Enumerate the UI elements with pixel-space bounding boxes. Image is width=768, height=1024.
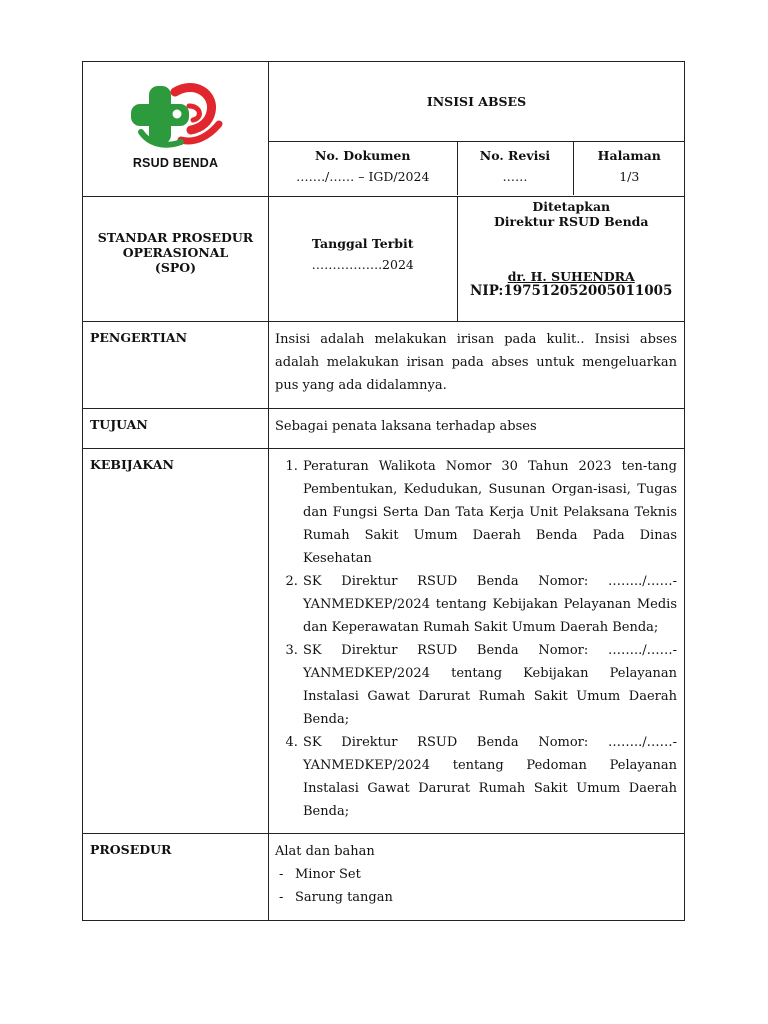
pengertian-row [83,322,685,409]
kebijakan-content [269,449,685,834]
issued-value: ……………..2024 [311,257,414,272]
title-cell [269,62,685,142]
spo-row [83,197,685,322]
prosedur-label: PROSEDUR [83,834,269,921]
logo-cell [83,62,269,197]
pengertian-text: Insisi adalah melakukan irisan pada kulit.. Insisi abses adalah melakukan irisan pada abses untuk mengeluarkan pus yang ada didalamnya. [269,322,685,409]
director-nip: NIP:197512052005011005 [470,283,673,299]
approved-by: Direktur RSUD Benda [493,214,649,229]
document-title: INSISI ABSES [426,93,527,109]
tujuan-label: TUJUAN [83,409,269,449]
spo-info-table [269,197,685,321]
doc-number-cell [269,142,457,195]
doc-info-cell [269,141,685,196]
issued-label: Tanggal Terbit [311,236,414,251]
revision-value: …… [502,168,528,184]
kebijakan-row [83,449,685,834]
kebijakan-label: KEBIJAKAN [83,449,269,834]
prosedur-intro: Alat dan bahan [275,844,375,859]
page-cell [573,142,685,195]
prosedur-row [83,834,685,921]
doc-number-value: ……./…… – IGD/2024 [296,168,430,184]
hospital-name: RSUD BENDA [132,156,219,170]
list-item: 4. SK Direktur RSUD Benda Nomor: ……../……-YANMEDKEP/2024 tentang Pedoman Pelayanan Instalasi Gawat Darurat Rumah Sakit Umum Daerah Benda; [302,731,677,823]
list-item: 1. Peraturan Walikota Nomor 30 Tahun 2023 ten-tang Pembentukan, Kedudukan, Susunan Organ-isasi, Tugas dan Fungsi Serta Dan Tata Kerja Unit Pelaksana Teknis Rumah Sakit Umum Daerah Benda Pada Dinas Kesehatan [302,455,677,570]
prosedur-content [269,834,685,921]
spo-label-line2: OPERASIONAL [122,244,229,260]
page-label: Halaman [597,147,661,163]
approved-label: Ditetapkan [532,199,611,214]
list-item: 2. SK Direktur RSUD Benda Nomor: ……../……-YANMEDKEP/2024 tentang Kebijakan Pelayanan Medis dan Keperawatan Rumah Sakit Umum Daerah Benda; [302,570,677,639]
spo-document [82,61,684,921]
tujuan-row [83,409,685,449]
kebijakan-list [275,455,677,823]
spo-table [82,61,685,921]
spo-info-cell [269,197,685,322]
spo-label-cell [83,197,269,322]
person-icon [173,110,182,119]
prosedur-list [275,863,677,909]
page-value: 1/3 [619,168,640,184]
doc-number-label: No. Dokumen [315,147,411,163]
revision-cell [457,142,573,195]
header-row [83,62,685,142]
list-item: Sarung tangan [295,890,393,905]
revision-label: No. Revisi [479,147,551,163]
pengertian-label: PENGERTIAN [83,322,269,409]
spo-label-line1: STANDAR PROSEDUR [97,229,254,245]
list-item: Minor Set [295,867,361,882]
spo-label-line3: (SPO) [154,259,197,275]
rsud-benda-logo [83,62,269,192]
approval-cell [457,197,685,321]
issued-cell [269,197,457,321]
director-name: dr. H. SUHENDRA [507,269,635,284]
tujuan-text: Sebagai penata laksana terhadap abses [269,409,685,449]
doc-info-table [269,142,685,195]
list-item: 3. SK Direktur RSUD Benda Nomor: ……../……-YANMEDKEP/2024 tentang Kebijakan Pelayanan Instalasi Gawat Darurat Rumah Sakit Umum Daerah Benda; [302,639,677,731]
